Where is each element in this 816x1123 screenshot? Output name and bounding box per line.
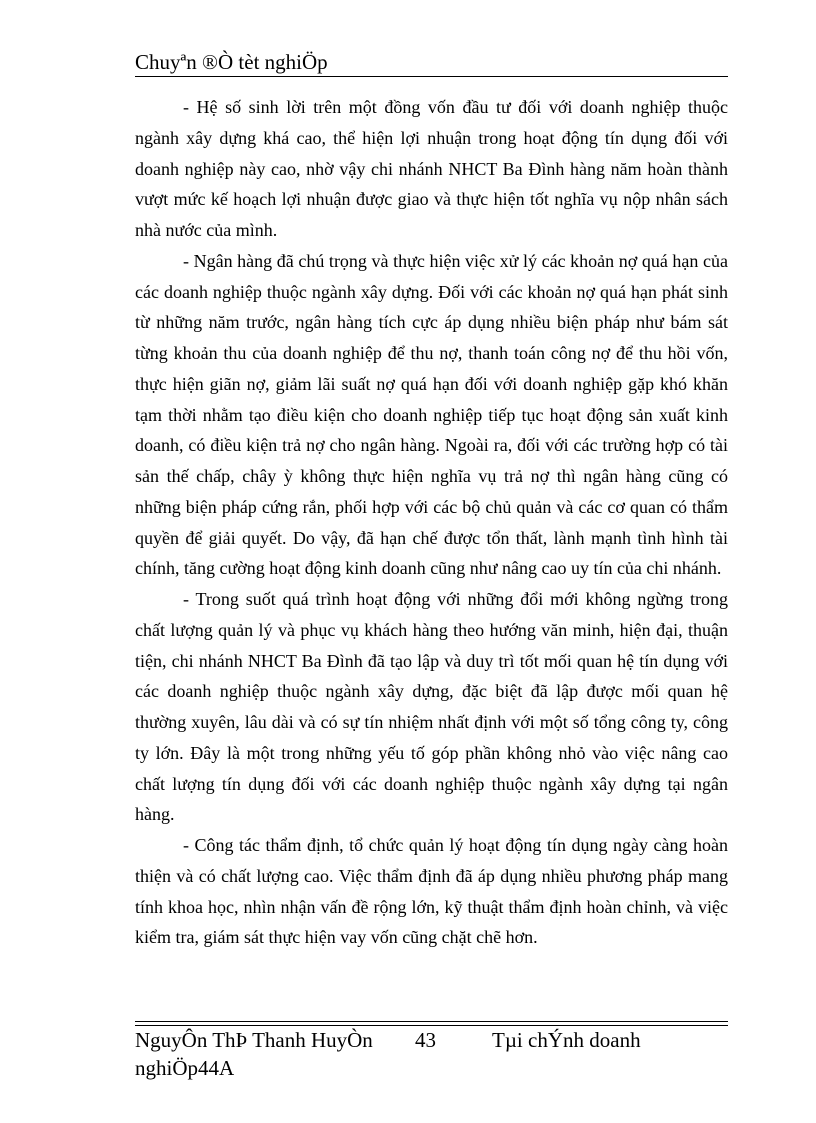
paragraph-appraisal: - Công tác thẩm định, tổ chức quản lý hoạt động tín dụng ngày càng hoàn thiện và có chất lượng cao. Việc thẩm định đã áp dụng nhiều phương pháp mang tính khoa học, nhìn nhận vấn đề rộng lớn, kỹ thuật thẩm định hoàn chỉnh, và việc kiểm tra, giám sát thực hiện vay vốn cũng chặt chẽ hơn. [135, 835, 728, 948]
paragraph-overdue-debt: - Ngân hàng đã chú trọng và thực hiện việc xử lý các khoản nợ quá hạn của các doanh nghiệp thuộc ngành xây dựng. Đối với các khoản nợ quá hạn phát sinh từ những năm trước, ngân hàng tích cực áp dụng nhiều biện pháp như bám sát từng khoản thu của doanh nghiệp để thu nợ, thanh toán công nợ để thu hồi vốn, thực hiện giãn nợ, giảm lãi suất nợ quá hạn đối với doanh nghiệp gặp khó khăn tạm thời nhằm tạo điều kiện cho doanh nghiệp tiếp tục hoạt động sản xuất kinh doanh, có điều kiện trả nợ cho ngân hàng. Ngoài ra, đối với các trường hợp có tài sản thế chấp, chây ỳ không thực hiện nghĩa vụ trả nợ thì ngân hàng cũng có những biện pháp cứng rắn, phối hợp với các bộ chủ quản và các cơ quan có thẩm quyền để giải quyết. Do vậy, đã hạn chế được tổn thất, lành mạnh tình hình tài chính, tăng cường hoạt động kinh doanh cũng như nâng cao uy tín của chi nhánh. [135, 250, 728, 579]
header-divider [135, 76, 728, 77]
paragraph-customer-relations: - Trong suốt quá trình hoạt động với những đổi mới không ngừng trong chất lượng quản lý và phục vụ khách hàng theo hướng văn minh, hiện đại, thuận tiện, chi nhánh NHCT Ba Đình đã tạo lập và duy trì tốt mối quan hệ tín dụng với các doanh nghiệp thuộc ngành xây dựng, đặc biệt đã lập được mối quan hệ thường xuyên, lâu dài và có sự tín nhiệm nhất định với một số tổng công ty, công ty lớn. Đây là một trong những yếu tố góp phần không nhỏ vào việc nâng cao chất lượng tín dụng đối với các doanh nghiệp thuộc ngành xây dựng tại ngân hàng. [135, 589, 728, 825]
paragraph-profitability: - Hệ số sinh lời trên một đồng vốn đầu tư đối với doanh nghiệp thuộc ngành xây dựng khá cao, thể hiện lợi nhuận trong hoạt động tín dụng đối với doanh nghiệp này cao, nhờ vậy chi nhánh NHCT Ba Đình hàng năm hoàn thành vượt mức kế hoạch lợi nhuận được giao và thực hiện tốt nghĩa vụ nộp nhân sách nhà nước của mình. [135, 97, 728, 240]
footer-author: NguyÔn ThÞ Thanh HuyÒn [135, 1028, 373, 1052]
footer-divider-top [135, 1021, 728, 1022]
footer-class-label: Tµi chÝnh doanh [492, 1028, 641, 1052]
footer-page-number: 43 [415, 1028, 436, 1052]
footer-class-label-continued: nghiÖp44A [135, 1056, 235, 1080]
page-header-title: Chuyªn ®Ò tèt nghiÖp [135, 50, 328, 74]
body-text [135, 92, 728, 953]
